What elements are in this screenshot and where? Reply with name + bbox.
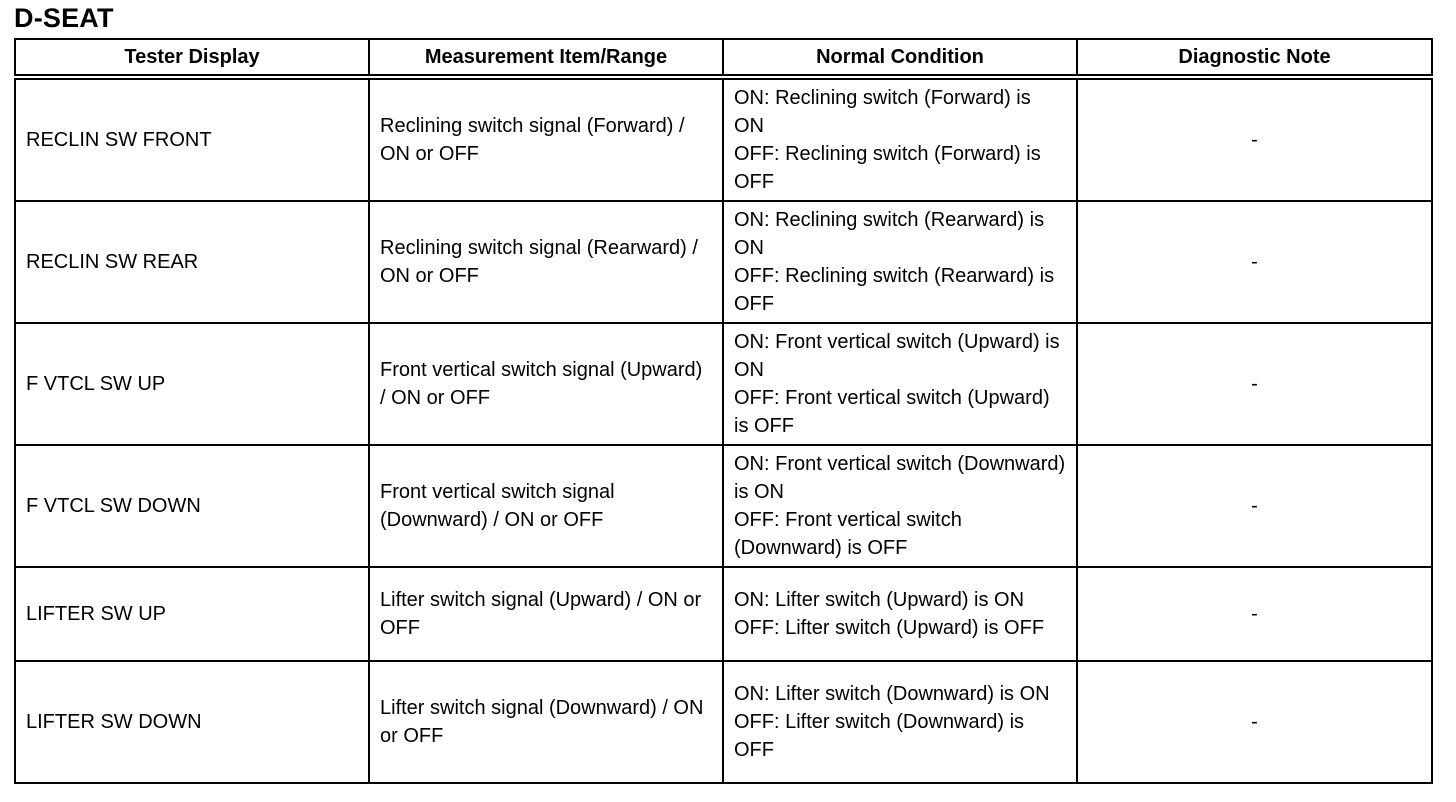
diagnostic-note-cell: - [1077,323,1432,445]
tester-display-cell: RECLIN SW REAR [15,201,369,323]
tester-display-cell: LIFTER SW UP [15,567,369,661]
tester-display-cell: F VTCL SW UP [15,323,369,445]
tester-display-cell: RECLIN SW FRONT [15,77,369,201]
table-row [15,323,1432,445]
table-row [15,661,1432,783]
measurement-cell: Reclining switch signal (Rearward) / ON or OFF [369,201,723,323]
diagnostic-note-cell: - [1077,201,1432,323]
tester-display-cell: LIFTER SW DOWN [15,661,369,783]
condition-off: OFF: Front vertical switch (Downward) is OFF [734,509,962,559]
condition-on: ON: Reclining switch (Rearward) is ON [734,209,1045,259]
header-normal-condition: Normal Condition [723,39,1077,77]
header-tester-display: Tester Display [15,39,369,77]
condition-on: ON: Front vertical switch (Upward) is ON [734,331,1060,381]
normal-condition-cell [723,201,1077,323]
data-list-table [14,38,1433,784]
condition-off: OFF: Lifter switch (Downward) is OFF [734,711,1025,761]
normal-condition-cell [723,567,1077,661]
page-title: D-SEAT [14,3,114,33]
diagnostic-note-cell: - [1077,445,1432,567]
table-row [15,201,1432,323]
condition-on: ON: Reclining switch (Forward) is ON [734,87,1031,137]
header-measurement: Measurement Item/Range [369,39,723,77]
table-row [15,77,1432,201]
normal-condition-cell [723,323,1077,445]
diagnostic-note-cell: - [1077,567,1432,661]
condition-on: ON: Lifter switch (Upward) is ON [734,589,1025,611]
measurement-cell: Lifter switch signal (Downward) / ON or OFF [369,661,723,783]
measurement-cell: Front vertical switch signal (Downward) / ON or OFF [369,445,723,567]
header-diagnostic-note: Diagnostic Note [1077,39,1432,77]
table-row [15,445,1432,567]
normal-condition-cell [723,661,1077,783]
table-row [15,567,1432,661]
condition-off: OFF: Lifter switch (Upward) is OFF [734,617,1045,639]
normal-condition-cell [723,445,1077,567]
diagnostic-note-cell: - [1077,661,1432,783]
diagnostic-note-cell: - [1077,77,1432,201]
condition-off: OFF: Reclining switch (Forward) is OFF [734,143,1041,193]
measurement-cell: Reclining switch signal (Forward) / ON or OFF [369,77,723,201]
table-header-row [15,39,1432,77]
condition-on: ON: Front vertical switch (Downward) is ON [734,453,1066,503]
condition-on: ON: Lifter switch (Downward) is ON [734,683,1050,705]
tester-display-cell: F VTCL SW DOWN [15,445,369,567]
condition-off: OFF: Front vertical switch (Upward) is OFF [734,387,1050,437]
measurement-cell: Front vertical switch signal (Upward) / ON or OFF [369,323,723,445]
condition-off: OFF: Reclining switch (Rearward) is OFF [734,265,1055,315]
measurement-cell: Lifter switch signal (Upward) / ON or OFF [369,567,723,661]
normal-condition-cell [723,77,1077,201]
